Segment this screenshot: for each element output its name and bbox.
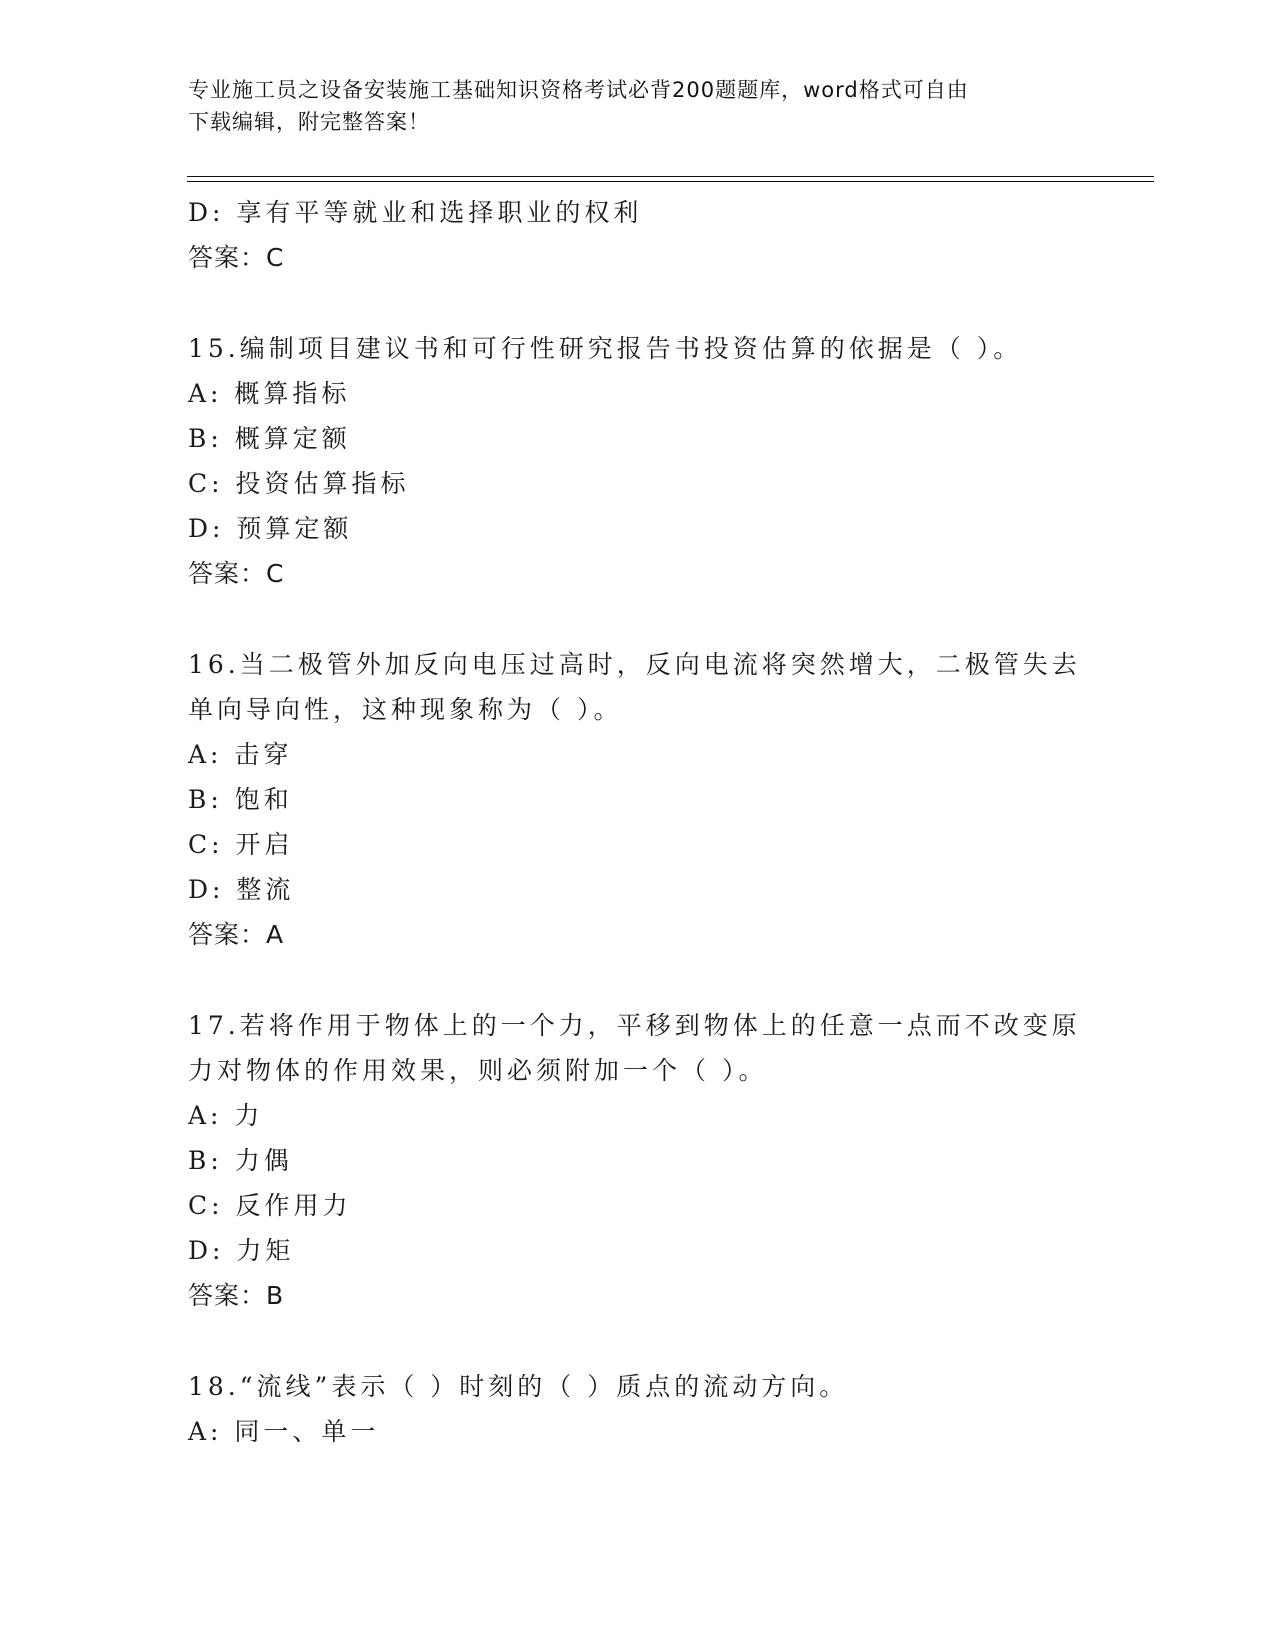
option-c: C: 开启: [188, 830, 294, 859]
question-text-line-2: 力对物体的作用效果，则必须附加一个（ ）。: [188, 1056, 768, 1085]
question-16: [188, 642, 1088, 958]
option-b: B: 力偶: [188, 1146, 293, 1175]
answer-line: 答案：B: [188, 1281, 285, 1310]
answer-line: 答案：C: [188, 559, 285, 588]
option-a: A: 击穿: [188, 740, 293, 769]
question-15: [188, 326, 1088, 597]
header-divider-top: [187, 176, 1154, 177]
option-d: D: 预算定额: [188, 514, 353, 543]
spacer: [188, 1319, 1088, 1364]
answer-line: 答案：C: [188, 243, 285, 272]
option-a: A: 力: [188, 1101, 264, 1130]
document-header: [188, 74, 1068, 138]
option-d: D: 力矩: [188, 1236, 295, 1265]
question-14-tail: [188, 190, 1088, 281]
question-18: [188, 1364, 1088, 1454]
option-c: C: 反作用力: [188, 1191, 352, 1220]
option-b: B: 饱和: [188, 785, 293, 814]
option-d: D: 整流: [188, 875, 295, 904]
option-d: D: 享有平等就业和选择职业的权利: [188, 198, 643, 227]
option-a: A: 概算指标: [188, 379, 351, 408]
question-text-line-1: 16.当二极管外加反向电压过高时，反向电流将突然增大，二极管失去: [188, 650, 1081, 679]
question-text: 18.“流线”表示（ ）时刻的（ ）质点的流动方向。: [188, 1372, 849, 1401]
question-list: [188, 190, 1088, 1454]
header-line-1: 专业施工员之设备安装施工基础知识资格考试必背200题题库，word格式可自由: [188, 78, 969, 102]
answer-line: 答案：A: [188, 920, 285, 949]
header-line-2: 下载编辑，附完整答案！: [188, 110, 430, 134]
option-b: B: 概算定额: [188, 424, 351, 453]
spacer: [188, 281, 1088, 326]
question-text-line-2: 单向导向性，这种现象称为（ ）。: [188, 695, 623, 724]
question-text: 15.编制项目建议书和可行性研究报告书投资估算的依据是（ ）。: [188, 334, 1023, 363]
spacer: [188, 958, 1088, 1003]
option-a: A: 同一、单一: [188, 1417, 380, 1446]
header-divider-bottom: [187, 181, 1154, 182]
question-text-line-1: 17.若将作用于物体上的一个力，平移到物体上的任意一点而不改变原: [188, 1011, 1081, 1040]
question-17: [188, 1003, 1088, 1319]
option-c: C: 投资估算指标: [188, 469, 410, 498]
spacer: [188, 597, 1088, 642]
